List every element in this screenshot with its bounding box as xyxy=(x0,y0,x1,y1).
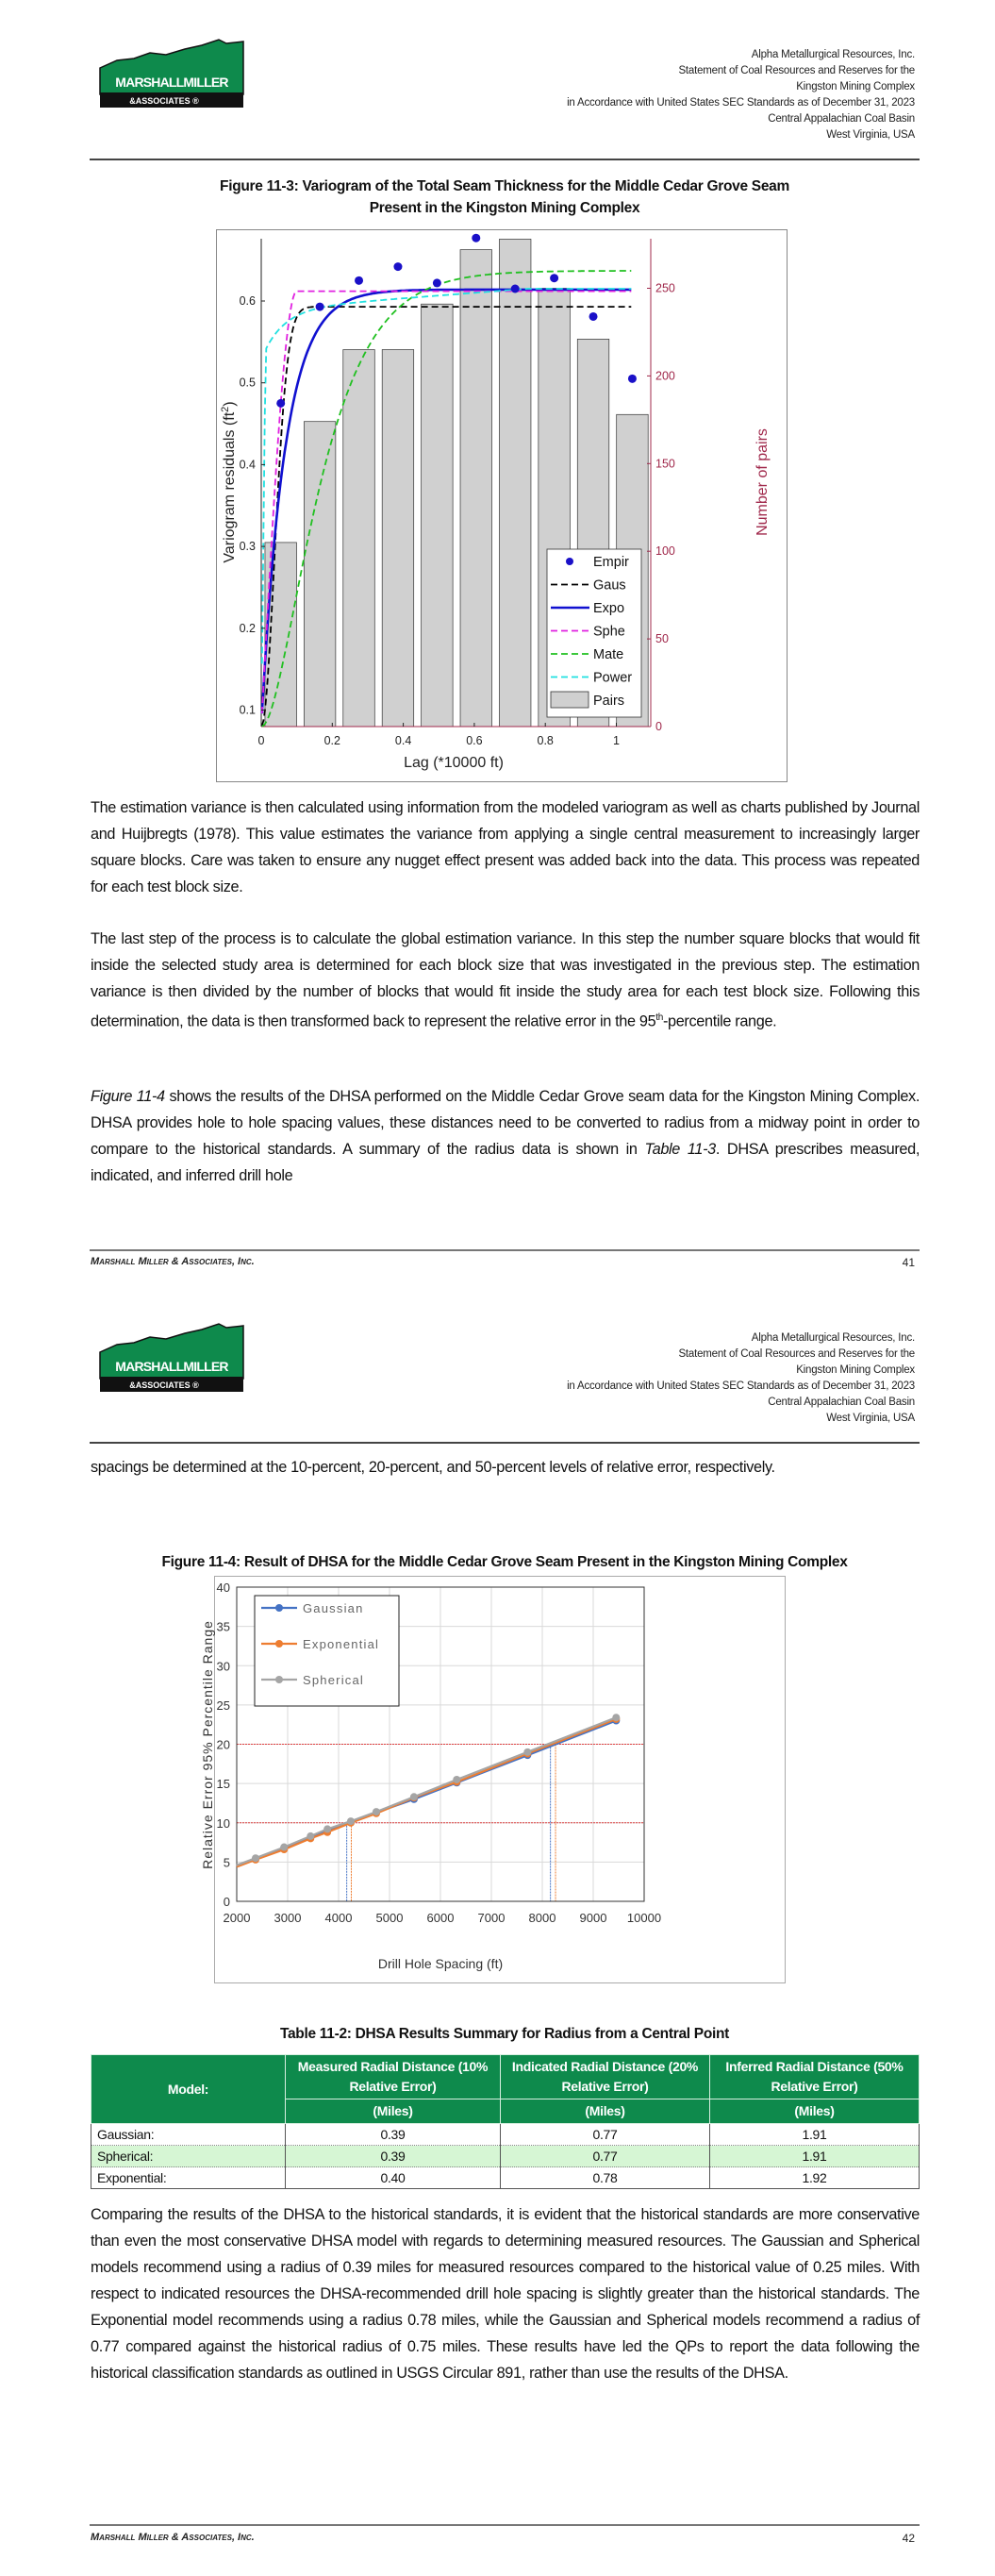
data-point xyxy=(347,1817,355,1825)
pairs-bar xyxy=(460,250,492,727)
svg-text:0.8: 0.8 xyxy=(537,734,554,747)
svg-text:10000: 10000 xyxy=(626,1911,662,1925)
text-span: shows the results of the DHSA performed on the Middle Cedar Grove seam data for the Kingston Mining Complex. DHSA provides hole to hole spacing values, these distances need to be converted to radius from a midway point in order to compare to the historical standards. A summary of the radius data is shown in xyxy=(91,1088,920,1158)
unit-inferred: (Miles) xyxy=(710,2099,920,2124)
legend-label: Expo xyxy=(593,601,625,616)
empirical-point xyxy=(550,274,558,282)
legend-label: Sphe xyxy=(593,624,625,640)
series-line-exponential xyxy=(237,1719,616,1867)
unit-indicated: (Miles) xyxy=(501,2099,710,2124)
col-header-indicated: Indicated Radial Distance (20% Relative Error) xyxy=(501,2055,710,2099)
svg-text:150: 150 xyxy=(655,457,675,471)
superscript: th xyxy=(655,1012,663,1023)
legend-label: Pairs xyxy=(593,694,625,709)
svg-text:25: 25 xyxy=(216,1698,230,1713)
pairs-bar xyxy=(499,239,531,727)
header-line: Kingston Mining Complex xyxy=(796,81,915,92)
figure-11-3-title xyxy=(90,176,920,219)
x-axis-label: Lag (*10000 ft) xyxy=(404,755,504,771)
pairs-bar xyxy=(304,422,336,727)
header-line: Central Appalachian Coal Basin xyxy=(768,1397,915,1408)
data-point xyxy=(252,1854,259,1862)
variogram-chart xyxy=(216,229,788,782)
paragraph-global-estimation xyxy=(91,926,920,1034)
figure-11-4-title: Figure 11-4: Result of DHSA for the Middle Cedar Grove Seam Present in the Kingston Mining Complex xyxy=(161,1554,848,1570)
header-line: Kingston Mining Complex xyxy=(796,1364,915,1376)
legend-label: Spherical xyxy=(303,1673,364,1687)
svg-text:0: 0 xyxy=(223,1895,230,1909)
svg-text:0.1: 0.1 xyxy=(239,703,256,717)
paragraph-comparison: Comparing the results of the DHSA to the historical standards, it is evident that the historical standards are more conservative than even the most conservative DHSA model with regards to determining measured resources. The Gaussian and Spherical models recommend using a radius of 0.39 miles for measured resources compared to the historical value of 0.25 miles. With respect to indicated resources the DHSA-recommended drill hole spacing is slightly greater than the historical standards. The Exponential model recommends using a radius 0.78 miles, while the Gaussian and Spherical models recommend a radius of 0.77 compared against the historical radius of 0.75 miles. These results have led the QPs to report the data following the historical classification standards as outlined in USGS Circular 891, rather than use the results of the DHSA. xyxy=(91,2206,920,2382)
svg-text:5: 5 xyxy=(223,1855,230,1870)
svg-text:50: 50 xyxy=(655,632,669,646)
cell-indicated: 0.77 xyxy=(501,2124,710,2146)
figure-title-line: Present in the Kingston Mining Complex xyxy=(369,200,640,216)
footer-divider xyxy=(90,2524,920,2526)
page-42 xyxy=(0,1288,995,2576)
pairs-bar xyxy=(422,304,454,727)
empirical-point xyxy=(511,284,520,293)
svg-text:15: 15 xyxy=(216,1777,230,1792)
svg-text:0.2: 0.2 xyxy=(323,734,340,747)
svg-text:0.3: 0.3 xyxy=(239,540,256,554)
empirical-point xyxy=(589,312,598,321)
table-reference: Table 11-3 xyxy=(644,1141,716,1158)
y2-axis-label: Number of pairs xyxy=(755,428,771,536)
svg-text:10: 10 xyxy=(216,1815,230,1831)
cell-inferred: 1.91 xyxy=(710,2124,920,2146)
data-point xyxy=(307,1832,314,1840)
data-point xyxy=(280,1844,288,1851)
header-line: in Accordance with United States SEC Standards as of December 31, 2023 xyxy=(567,97,915,109)
dhsa-legend xyxy=(255,1596,399,1706)
table-11-2-title: Table 11-2: DHSA Results Summary for Radius from a Central Point xyxy=(279,2026,730,2042)
variogram-plot xyxy=(217,230,787,781)
cell-measured: 0.39 xyxy=(286,2124,501,2146)
table-row xyxy=(91,2146,920,2167)
svg-text:6000: 6000 xyxy=(426,1911,455,1925)
company-logo xyxy=(98,40,245,109)
data-point xyxy=(612,1714,620,1721)
legend-label: Power xyxy=(593,670,633,686)
text-span: . DHSA prescribes measured, indicated, and inferred drill hole xyxy=(91,1141,920,1184)
cell-indicated: 0.78 xyxy=(501,2167,710,2189)
dhsa-plot xyxy=(200,1577,785,1982)
pairs-bar xyxy=(382,350,414,727)
svg-text:1: 1 xyxy=(613,734,620,747)
svg-text:8000: 8000 xyxy=(528,1911,556,1925)
cell-indicated: 0.77 xyxy=(501,2146,710,2167)
paragraph-spacing-continued: spacings be determined at the 10-percent, 20-percent, and 50-percent levels of relative error, respectively. xyxy=(91,1459,775,1476)
header-text xyxy=(567,47,915,143)
legend-label: Gaus xyxy=(593,577,626,594)
footer-divider xyxy=(90,1249,920,1251)
col-header-measured: Measured Radial Distance (10% Relative Error) xyxy=(286,2055,501,2099)
empirical-point xyxy=(316,303,324,311)
data-point xyxy=(523,1748,531,1756)
header-divider xyxy=(90,159,920,160)
cell-inferred: 1.92 xyxy=(710,2167,920,2189)
svg-text:MARSHALLMILLER: MARSHALLMILLER xyxy=(115,1359,228,1374)
header-line: Statement of Coal Resources and Reserves for the xyxy=(678,1348,915,1360)
svg-text:100: 100 xyxy=(655,544,675,559)
dhsa-chart xyxy=(200,1576,786,1983)
empirical-point xyxy=(472,234,480,243)
svg-text:250: 250 xyxy=(655,281,675,295)
pairs-bar xyxy=(343,350,375,727)
company-logo xyxy=(98,1324,245,1394)
data-point xyxy=(323,1825,331,1832)
variogram-legend xyxy=(547,549,641,717)
header-line: Central Appalachian Coal Basin xyxy=(768,113,915,125)
empirical-point xyxy=(355,276,363,285)
cell-measured: 0.40 xyxy=(286,2167,501,2189)
cell-model: Spherical: xyxy=(91,2146,286,2167)
header-line: West Virginia, USA xyxy=(826,1413,915,1424)
svg-text:&ASSOCIATES ®: &ASSOCIATES ® xyxy=(129,1380,199,1390)
legend-label: Gaussian xyxy=(303,1601,364,1615)
legend-label: Mate xyxy=(593,647,624,662)
figure-reference: Figure 11-4 xyxy=(91,1088,165,1105)
svg-text:7000: 7000 xyxy=(477,1911,506,1925)
svg-text:2000: 2000 xyxy=(223,1911,251,1925)
x-axis-label: Drill Hole Spacing (ft) xyxy=(377,1956,504,1971)
header-line: Statement of Coal Resources and Reserves for the xyxy=(678,65,915,76)
paragraph-estimation-variance: The estimation variance is then calculated using information from the modeled variogram as well as charts published by Journal and Huijbregts (1978). This value estimates the variance from applying a single central measurement to increasingly larger square blocks. Care was taken to ensure any nugget effect present was added back into the data. This process was repeated for each test block size. xyxy=(91,799,920,895)
svg-text:0.4: 0.4 xyxy=(394,734,412,747)
empirical-point xyxy=(628,375,637,383)
page-number: 42 xyxy=(902,2532,915,2545)
empirical-point xyxy=(393,262,402,271)
legend-label: Empir xyxy=(593,555,629,570)
cell-model: Exponential: xyxy=(91,2167,286,2189)
text-span: -percentile range. xyxy=(662,1012,777,1030)
svg-text:0.5: 0.5 xyxy=(239,376,256,390)
footer-company: Marshall Miller & Associates, Inc. xyxy=(91,2532,255,2543)
col-header-inferred: Inferred Radial Distance (50% Relative Error) xyxy=(710,2055,920,2099)
header-line: West Virginia, USA xyxy=(826,129,915,141)
svg-text:MARSHALLMILLER: MARSHALLMILLER xyxy=(115,75,228,90)
y-axis-label: Relative Error 95% Percentile Range xyxy=(200,1620,215,1869)
cell-model: Gaussian: xyxy=(91,2124,286,2146)
svg-text:0.4: 0.4 xyxy=(239,458,256,472)
col-header-model: Model: xyxy=(91,2055,286,2124)
svg-text:4000: 4000 xyxy=(324,1911,353,1925)
data-point xyxy=(373,1808,380,1815)
pairs-bar xyxy=(265,543,297,727)
empirical-point xyxy=(276,399,285,408)
svg-text:40: 40 xyxy=(216,1581,230,1595)
svg-text:35: 35 xyxy=(216,1619,230,1634)
table-row xyxy=(91,2167,920,2189)
svg-text:0: 0 xyxy=(655,720,662,733)
svg-text:0.6: 0.6 xyxy=(466,734,483,747)
svg-text:3000: 3000 xyxy=(274,1911,302,1925)
paragraph-dhsa-results xyxy=(91,1083,920,1189)
svg-text:9000: 9000 xyxy=(579,1911,607,1925)
series-line-spherical xyxy=(237,1717,616,1865)
table-row xyxy=(91,2124,920,2146)
header-line: in Accordance with United States SEC Standards as of December 31, 2023 xyxy=(567,1380,915,1392)
header-line: Alpha Metallurgical Resources, Inc. xyxy=(751,1332,915,1344)
svg-text:30: 30 xyxy=(216,1659,230,1674)
footer-company: Marshall Miller & Associates, Inc. xyxy=(91,1256,255,1267)
svg-text:5000: 5000 xyxy=(375,1911,404,1925)
legend-label: Exponential xyxy=(303,1637,380,1651)
svg-text:0.6: 0.6 xyxy=(239,294,256,308)
cell-measured: 0.39 xyxy=(286,2146,501,2167)
header-line: Alpha Metallurgical Resources, Inc. xyxy=(751,49,915,60)
data-point xyxy=(453,1776,460,1783)
svg-text:0: 0 xyxy=(257,734,265,747)
header-text xyxy=(567,1330,915,1427)
svg-text:200: 200 xyxy=(655,369,675,383)
svg-text:20: 20 xyxy=(216,1737,230,1752)
unit-measured: (Miles) xyxy=(286,2099,501,2124)
header-divider xyxy=(90,1442,920,1444)
svg-text:&ASSOCIATES ®: &ASSOCIATES ® xyxy=(129,96,199,106)
cell-inferred: 1.91 xyxy=(710,2146,920,2167)
page-number: 41 xyxy=(902,1256,915,1269)
data-point xyxy=(410,1793,418,1800)
figure-title-line: Figure 11-3: Variogram of the Total Seam Thickness for the Middle Cedar Grove Seam xyxy=(220,178,789,194)
dhsa-results-table xyxy=(91,2054,920,2189)
svg-text:0.2: 0.2 xyxy=(239,621,256,635)
text-span: The last step of the process is to calculate the global estimation variance. In this step the number square blocks that would fit inside the selected study area is determined for each block size that was investigated in the previous step. The estimation variance is then divided by the number of blocks that would fit inside the study area for each test block size. Following this determination, the data is then transformed back to represent the relative error in the 95 xyxy=(91,930,920,1030)
y-axis-label: Variogram residuals $(ft^2)$ xyxy=(220,401,238,563)
empirical-point xyxy=(433,278,441,287)
